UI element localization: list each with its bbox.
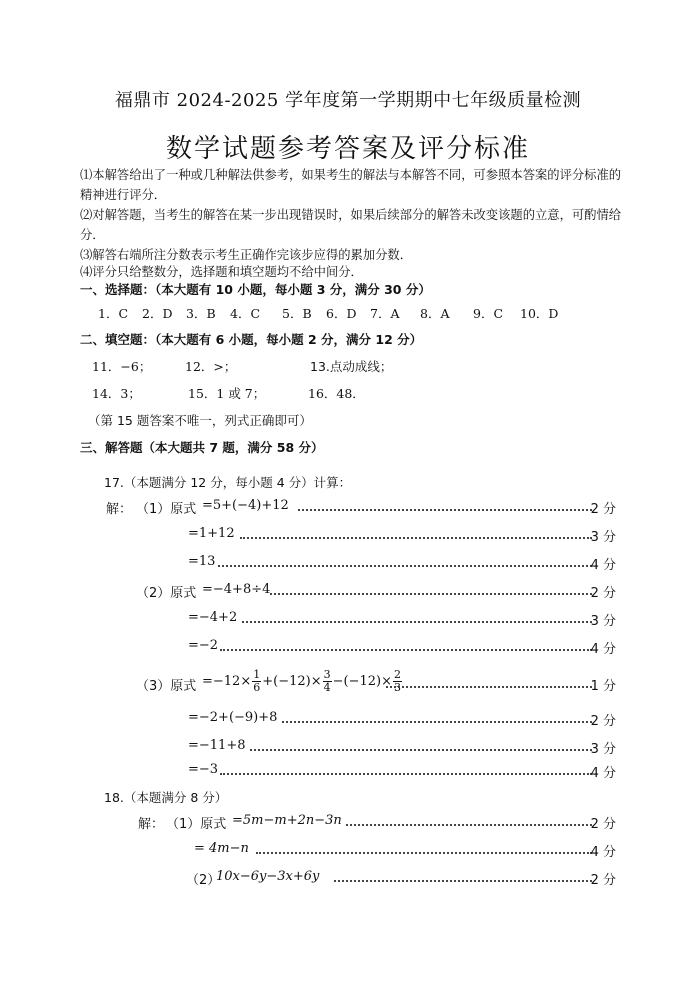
fraction-denominator: 4 [323,681,331,694]
dot-leader [242,621,592,623]
q18-p1-label: （1）原式 [166,817,227,832]
step-points: 2 分 [590,714,616,729]
q17-jie-label: 解： [106,502,133,517]
step-expression: =−2 [188,638,219,653]
step-expression: =−4+8÷4 [202,582,271,597]
mc-answer: 8．A [420,306,450,321]
step-expression: =−4+2 [188,610,238,625]
q17-p2-step-3 [0,638,696,658]
mc-answer: 10．D [520,306,559,321]
step-expression: =−11+8 [188,738,246,753]
q18-p1-step-1 [0,813,696,833]
q18-p2-label: （2） [186,873,221,888]
fill-note: （第 15 题答案不唯一，列式正确即可） [88,413,312,428]
dot-leader [240,537,592,539]
dot-leader [256,852,592,854]
fraction-numerator: 2 [393,668,401,681]
q17-p3-label: （3）原式 [136,679,197,694]
q17-p2-step-1 [0,582,696,602]
mc-answer: 5．B [282,306,312,321]
fill-answer: 11．−6； [92,359,152,374]
dot-leader [218,565,592,567]
q17-p3-step-1 [0,668,696,695]
dot-leader [282,721,592,723]
dot-leader [220,649,592,651]
q17-p1-step-1 [0,498,696,518]
mc-answer: 3．B [186,306,216,321]
step-expression: =−3 [188,762,219,777]
q18-p1-step-2 [0,841,696,861]
exam-title: 福鼎市 2024-2025 学年度第一学期期中七年级质量检测 [114,90,582,111]
step-expression: =−2+(−9)+8 [188,710,278,725]
q17-p3-step-2 [0,710,696,730]
dot-leader [220,773,592,775]
step-points: 2 分 [590,586,616,601]
note-3: ⑶解答右端所注分数表示考生正确作完该步应得的累加分数． [80,248,413,262]
step-points: 2 分 [590,502,616,517]
mc-answer: 4．C [230,306,261,321]
section-fill-blank-heading: 二、填空题：（本大题有 6 小题，每小题 2 分，满分 12 分） [80,332,423,347]
q18-jie-label: 解： [138,817,165,832]
fill-answer: 13.点动成线； [310,359,393,374]
dot-leader [270,593,592,595]
mc-answer: 1．C [98,306,129,321]
section-multiple-choice-heading: 一、选择题：（本大题有 10 小题，每小题 3 分，满分 30 分） [80,282,431,297]
mc-answer: 6．D [326,306,357,321]
step-expression: =5+(−4)+12 [202,498,289,513]
dot-leader [334,880,592,882]
step-points: 4 分 [590,642,616,657]
fraction [323,669,332,694]
step-points: 3 分 [590,530,616,545]
step-points: 4 分 [590,558,616,573]
mc-answer: 7．A [370,306,400,321]
step-expression: 10x−6y−3x+6y [216,869,320,884]
q17-p2-step-2 [0,610,696,630]
step-points: 3 分 [590,742,616,757]
step-points: 3 分 [590,614,616,629]
step-expression [202,669,403,694]
q17-p1-step-3 [0,554,696,574]
fraction-denominator: 6 [253,681,261,694]
fill-answer: 16．48． [308,386,365,401]
q17-p1-label: （1）原式 [136,502,197,517]
fill-answer: 15．1 或 7； [188,386,266,401]
fraction [393,669,402,694]
fill-answer: 14．3； [92,386,141,401]
dot-leader [386,686,592,688]
step-points: 2 分 [590,873,616,888]
fraction-numerator: 3 [323,668,331,681]
q18-p2-step-1 [0,869,696,889]
step-expression: =5m−m+2n−3n [232,813,342,828]
step-expression: = 4m−n [194,841,249,856]
q17-title: 17.（本题满分 12 分，每小题 4 分）计算： [104,475,352,490]
step-expression: =1+12 [188,526,235,541]
note-4: ⑷评分只给整数分，选择题和填空题均不给中间分． [80,265,363,279]
fill-answer: 12．>； [185,359,237,374]
q17-p1-step-2 [0,526,696,546]
step-points: 1 分 [590,679,616,694]
dot-leader [298,509,592,511]
answer-key-title: 数学试题参考答案及评分标准 [165,134,530,164]
step-points: 2 分 [590,817,616,832]
note-1: ⑴本解答给出了一种或几种解法供参考，如果考生的解法与本解答不同，可参照本答案的评分标准的精神进行评分． [80,168,622,202]
expr-part: −(−12)× [332,674,392,689]
mc-answer: 9．C [473,306,504,321]
q17-p3-step-3 [0,738,696,758]
mc-answer: 2．D [142,306,173,321]
q17-p2-label: （2）原式 [136,586,197,601]
step-expression: =13 [188,554,216,569]
q18-title: 18.（本题满分 8 分） [104,790,228,805]
dot-leader [346,824,592,826]
q17-p3-step-4 [0,762,696,782]
fraction-numerator: 1 [253,668,261,681]
expr-part: =−12× [202,674,252,689]
note-2: ⑵对解答题，当考生的解答在某一步出现错误时，如果后续部分的解答未改变该题的立意，可酌情给分． [80,208,622,242]
dot-leader [250,749,592,751]
fraction-denominator: 3 [393,681,401,694]
step-points: 4 分 [590,845,616,860]
step-points: 4 分 [590,766,616,781]
expr-part: +(−12)× [262,674,322,689]
section-solutions-heading: 三、解答题（本大题共 7 题，满分 58 分） [80,440,324,455]
fraction [252,669,261,694]
